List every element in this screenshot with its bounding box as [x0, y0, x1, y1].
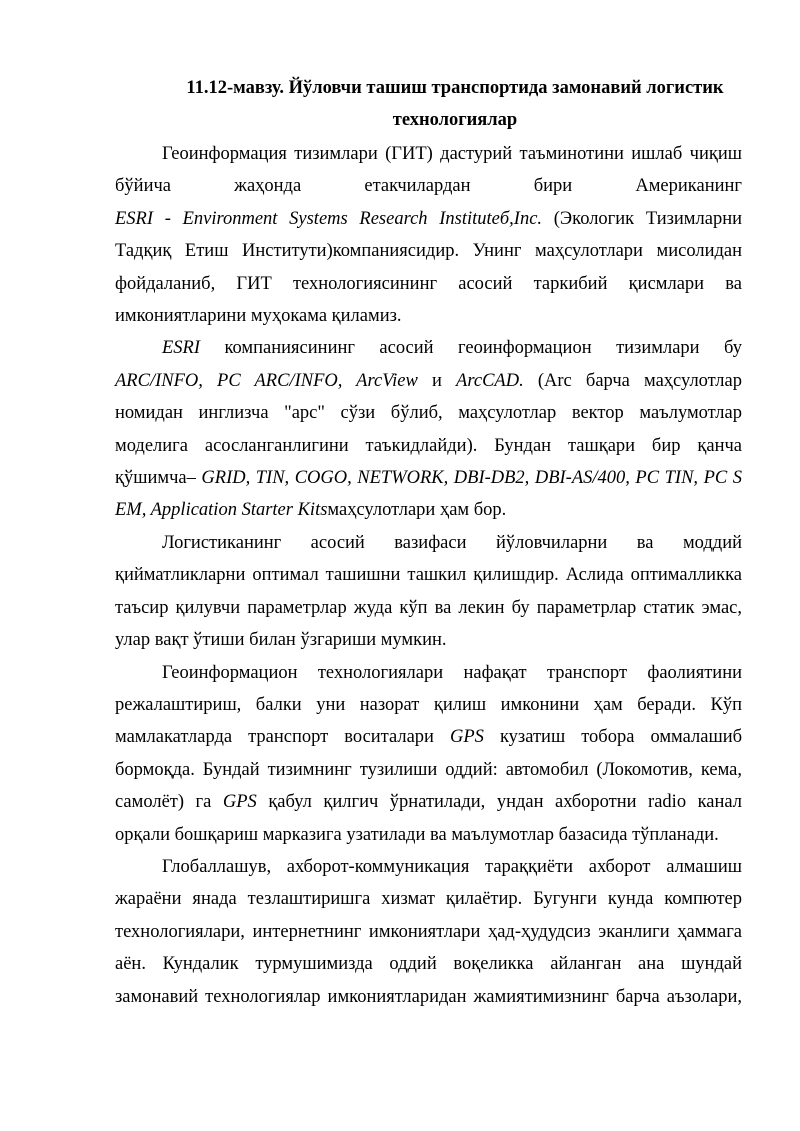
paragraph-line: замонавий технологиялар имкониятларидан жамиятимизнинг барча аъзолари,: [115, 986, 742, 1007]
text-span: қўшимча–: [115, 468, 196, 489]
paragraph-line: [115, 786, 742, 818]
paragraph-line: бўйича жаҳонда етакчилардан бири Американинг: [115, 176, 742, 197]
paragraph-line: Тадқиқ Етиш Институти)компаниясидир. Унинг маҳсулотлари мисолидан: [115, 241, 742, 262]
paragraph-line: технологиялари, интернетнинг имкониятлари ҳад-ҳудудсиз эканлиги ҳаммага: [115, 921, 742, 942]
text-span: қабул қилгич ўрнатилади, ундан ахборотни radio канал: [268, 792, 743, 813]
paragraph-line: жараёни янада тезлаштиришга хизмат қилаётир. Бугунги кунда компютер: [115, 889, 742, 910]
italic-term: GPS: [450, 727, 484, 748]
paragraph-4: [115, 657, 742, 851]
paragraph-line: [115, 494, 742, 526]
italic-term: ARC/INFO, PC ARC/INFO, ArcView: [115, 370, 418, 391]
paragraph-3: [115, 527, 742, 657]
paragraph-line: [115, 462, 742, 494]
italic-term: EM, Application Starter Kits: [115, 500, 328, 521]
text-span: (Arc барча маҳсулотлар: [537, 370, 742, 391]
text-span: маҳсулотлари ҳам бор.: [327, 500, 507, 521]
paragraph-line: қийматликларни оптимал ташишни ташкил қилишдир. Аслида оптималликка: [115, 565, 742, 586]
paragraph-line: [115, 721, 742, 753]
paragraph-line: улар вақт ўтиши билан ўзгариши мумкин.: [115, 630, 447, 651]
document-body: [115, 138, 742, 1013]
paragraph-line: [115, 203, 742, 235]
paragraph-line: бормоқда. Бундай тизимнинг тузилиши оддий: автомобил (Локомотив, кема,: [115, 759, 742, 780]
paragraph-line: Геоинформацион технологиялари нафақат транспорт фаолиятини: [162, 662, 742, 683]
paragraph-2: [115, 332, 742, 526]
paragraph-line: фойдаланиб, ГИТ технологиясининг асосий таркибий қисмлари ва: [115, 273, 742, 294]
title-line-1: 11.12-мавзу. Йўловчи ташиш транспортида замонавий логистик: [186, 78, 724, 98]
italic-term: GRID, TIN, COGO, NETWORK, DBI-DB2, DBI-AS/400, PC TIN, PC S: [201, 468, 742, 489]
paragraph-5: [115, 851, 742, 1013]
paragraph-line: [115, 365, 742, 397]
paragraph-line: [115, 332, 742, 364]
italic-term: GPS: [222, 792, 257, 813]
paragraph-line: режалаштириш, балки уни назорат қилиш имконини ҳам беради. Кўп: [115, 694, 742, 715]
paragraph-line: Геоинформация тизимлари (ГИТ) дастурий таъминотини ишлаб чиқиш: [162, 144, 742, 164]
text-span: кузатиш тобора оммалашиб: [499, 727, 743, 748]
text-span: компаниясининг асосий геоинформацион тизимлари бу: [224, 338, 742, 359]
paragraph-line: моделига асосланганлигини таъкидлайди). Бундан ташқари бир қанча: [115, 435, 742, 456]
paragraph-line: аён. Кундалик турмушимизда оддий воқеликка айланган ана шундай: [115, 954, 742, 975]
paragraph-1: [115, 138, 742, 332]
paragraph-line: Глобаллашув, ахборот-коммуникация тараққиёти ахборот алмашиш: [162, 856, 742, 877]
paragraph-line: таъсир қилувчи параметрлар жуда кўп ва лекин бу параметрлар статик эмас,: [115, 597, 742, 618]
text-span: самолёт) га: [115, 792, 212, 813]
text-span: и: [431, 370, 442, 391]
text-span: (Экологик Тизимларни: [553, 208, 742, 229]
title-line-2: технологиялар: [392, 110, 518, 130]
org-name-italic: ESRI - Environment Systems Research Instituteб,Inc.: [115, 208, 543, 229]
paragraph-line: орқали бошқариш марказига узатилади ва маълумотлар базасида тўпланади.: [115, 824, 719, 845]
italic-term: ArcCAD.: [456, 370, 524, 391]
italic-term: ESRI: [162, 338, 201, 359]
document-title: [110, 72, 740, 136]
paragraph-line: имкониятларини муҳокама қиламиз.: [115, 306, 402, 327]
paragraph-line: Логистиканинг асосий вазифаси йўловчиларни ва моддий: [162, 532, 742, 553]
text-span: мамлакатларда транспорт воситалари: [115, 727, 434, 748]
paragraph-line: номидан инглизча "арс" сўзи бўлиб, маҳсулотлар вектор маълумотлар: [115, 403, 742, 424]
